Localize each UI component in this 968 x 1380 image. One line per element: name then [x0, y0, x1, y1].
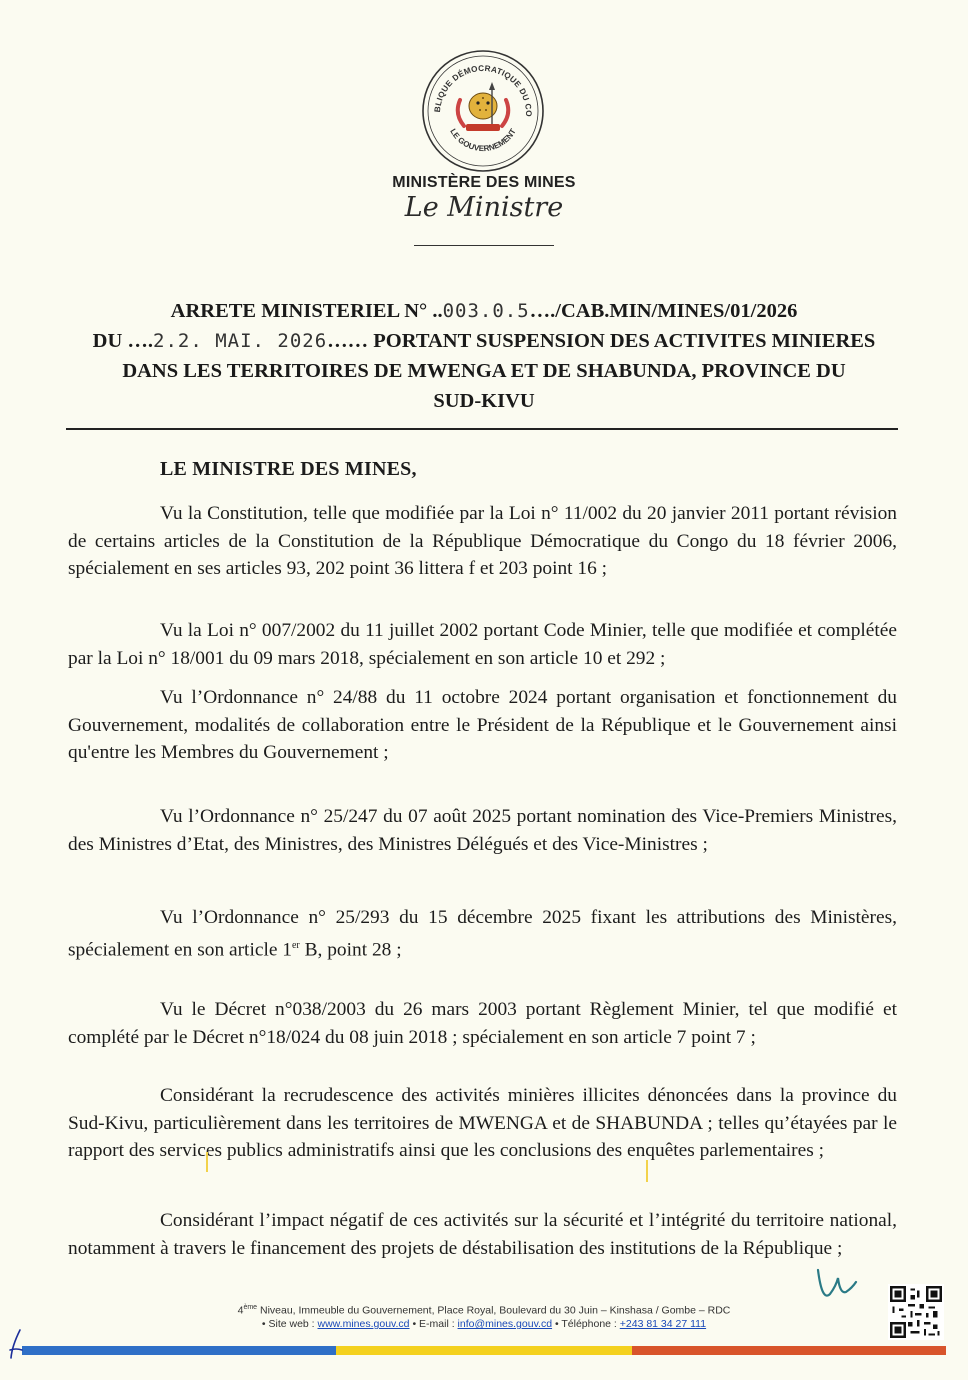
- footer-email-label: • E-mail :: [409, 1318, 458, 1330]
- title-line-2-suffix: …… PORTANT SUSPENSION DES ACTIVITES MINIERES: [327, 330, 876, 352]
- paragraph-ordinance-nomination: Vu l’Ordonnance n° 25/247 du 07 août 2025 portant nomination des Vice-Premiers Ministres, des Ministres d’Etat, des Ministres, des Ministres Délégués et des Vice-Ministres ;: [68, 806, 897, 855]
- signature-initial-icon: [812, 1248, 872, 1308]
- footer-floor-number: 4: [237, 1304, 244, 1317]
- paragraph-constitution: Vu la Constitution, telle que modifiée par la Loi n° 11/002 du 20 janvier 2011 portant révision de certains articles de la Constitution de la République Démocratique du Congo du 18 février 2006, spécialement en ses articles 93, 202 point 36 littera f et 203 point 16 ;: [68, 503, 897, 579]
- ordinal-superscript: er: [291, 939, 300, 951]
- ministry-name: MINISTÈRE DES MINES: [392, 174, 576, 191]
- footer-floor-superscript: ème: [243, 1304, 258, 1311]
- flag-band-yellow: [336, 1346, 632, 1355]
- seal-ring-top-text: BLIQUE DÉMOCRATIQUE DU CO: [432, 63, 534, 117]
- paragraph-ordinance-attributions: [68, 904, 897, 963]
- highlighter-mark-icon: [204, 1152, 210, 1172]
- footer-site-label: • Site web :: [261, 1318, 318, 1330]
- flag-band-blue: [22, 1346, 336, 1355]
- footer-phone-label: • Téléphone :: [552, 1318, 620, 1330]
- paragraph-ordinance-government: Vu l’Ordonnance n° 24/88 du 11 octobre 2024 portant organisation et fonctionnement du Gouvernement, modalités de collaboration entre le Président de la République et le Gouvernement ainsi qu'entre les Membres du Gouvernement ;: [68, 687, 897, 763]
- title-line-3: DANS LES TERRITOIRES DE MWENGA ET DE SHABUNDA, PROVINCE DU: [122, 360, 846, 382]
- footer-address: [0, 1304, 968, 1317]
- decree-date-handwritten: 2.2. MAI. 2026: [153, 330, 328, 352]
- seal-emblem-icon: [420, 48, 546, 174]
- title-divider: [66, 428, 898, 430]
- flag-color-band: [22, 1346, 946, 1355]
- title-line-1-prefix: ARRETE MINISTERIEL N° ..: [170, 300, 443, 322]
- paragraph-considering-impact: Considérant l’impact négatif de ces activités sur la sécurité et l’intégrité du territoire national, notamment à travers le financement des projets de déstabilisation des institutions de la République ;: [68, 1210, 897, 1259]
- paragraph-mining-code: Vu la Loi n° 007/2002 du 11 juillet 2002 portant Code Minier, telle que modifiée et complétée par la Loi n° 18/001 du 09 mars 2018, spécialement en son article 10 et 292 ;: [68, 620, 897, 669]
- margin-initial-icon: [8, 1328, 26, 1362]
- paragraph-considering-illicit: Considérant la recrudescence des activités minières illicites dénoncées dans la province du Sud-Kivu, particulièrement dans les territoires de MWENGA et de SHABUNDA ; telles qu’étayées par le rapport des services publics administratifs ainsi que les conclusions des enquêtes parlementaires ;: [68, 1085, 897, 1161]
- seal-ring-bottom-text: LE GOUVERNEMENT: [448, 127, 518, 154]
- paragraph-mining-regulation: Vu le Décret n°038/2003 du 26 mars 2003 portant Règlement Minier, tel que modifié et complété par le Décret n°18/024 du 08 juin 2018 ; spécialement en son article 7 point 7 ;: [68, 999, 897, 1048]
- opening-heading: LE MINISTRE DES MINES,: [160, 458, 417, 480]
- minister-title: Le Ministre: [404, 192, 564, 223]
- paragraph-ordinance-attributions-end: B, point 28 ;: [299, 938, 402, 960]
- title-line-1-suffix: …./CAB.MIN/MINES/01/2026: [529, 300, 798, 322]
- paragraph-ordinance-attributions-text: Vu l’Ordonnance n° 25/293 du 15 décembre 2025 fixant les attributions des Ministères, spécialement en son article 1: [68, 907, 897, 960]
- title-line-2: [62, 326, 906, 356]
- title-line-2-prefix: DU ….: [92, 330, 153, 352]
- footer-contacts: [0, 1318, 968, 1330]
- title-line-1: [62, 296, 906, 326]
- government-seal: [420, 48, 546, 174]
- flag-band-red: [632, 1346, 946, 1355]
- decree-number-handwritten: 003.0.5: [442, 300, 530, 322]
- footer-website-link[interactable]: www.mines.gouv.cd: [317, 1318, 410, 1330]
- footer-address-text: Niveau, Immeuble du Gouvernement, Place Royal, Boulevard du 30 Juin – Kinshasa / Gombe – RDC: [257, 1304, 731, 1317]
- highlighter-mark-icon: [644, 1160, 650, 1182]
- header-divider: [414, 245, 554, 246]
- svg-text:LE GOUVERNEMENT: [448, 127, 518, 153]
- footer-email-link[interactable]: info@mines.gouv.cd: [457, 1318, 553, 1330]
- title-line-4: SUD-KIVU: [433, 390, 535, 412]
- footer-phone-link[interactable]: +243 81 34 27 111: [619, 1318, 707, 1330]
